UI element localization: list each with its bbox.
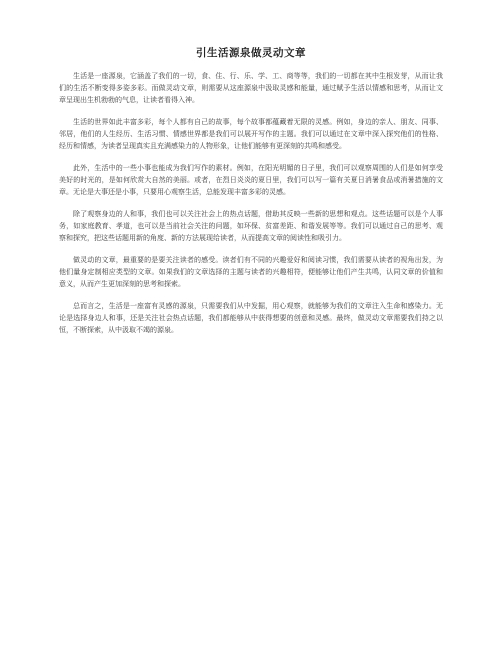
paragraph-1: 生活是一座源泉，它涵盖了我们的一切，食、住、行、乐、学、工、商等等，我们的一切都在其中生根发芽，从而让我们的生活不断变得多姿多彩。而做灵动文章，则需要从这座源泉中汲取灵感和能量，通过赋予生活以情感和思考，从而让文章呈现出生机勃勃的气息，让读者看得入神。 — [59, 72, 443, 104]
document-body — [59, 70, 443, 346]
paragraph-2: 生活的世界如此丰富多彩，每个人都有自己的故事，每个故事都蕴藏着无限的灵感。例如，身边的亲人、朋友、同事、邻居，他们的人生经历、生活习惯、情感世界都是我们可以展开写作的主题。我们可以通过在文章中深入探究他们的性格、经历和情感，为读者呈现真实且充满感染力的人物形象，让他们能够有更深刻的共鸣和感受。 — [59, 118, 443, 150]
paragraph-6: 总而言之，生活是一座富有灵感的源泉，只需要我们从中发掘，用心观察，就能够为我们的文章注入生命和感染力。无论是选择身边人和事，还是关注社会热点话题，我们都能够从中获得想要的创意和灵感。最终，做灵动文章需要我们持之以恒，不断探索，从中汲取不竭的源泉。 — [59, 302, 443, 334]
paragraph-4: 除了观察身边的人和事，我们也可以关注社会上的热点话题，借助其反映一些新的思想和观点。这些话题可以是个人事务，如家庭教育、孝道，也可以是当前社会关注的问题，如环保、贫富差距、和谐发展等等。我们可以通过自己的思考、观察和探究，把这些话题用新的角度、新的方法展现给读者，从而提高文章的阅读性和吸引力。 — [59, 210, 443, 242]
document-title: 引生活源泉做灵动文章 — [196, 47, 306, 59]
paragraph-5: 做灵动的文章，最重要的是要关注读者的感受。读者们有不同的兴趣爱好和阅读习惯，我们需要从读者的视角出发，为他们量身定制相应类型的文章。如果我们的文章选择的主题与读者的兴趣相符，便能够让他们产生共鸣，认同文章的价值和意义，从而产生更加深刻的思考和探索。 — [59, 256, 443, 288]
paragraph-3: 此外，生活中的一些小事也能成为我们写作的素材。例如，在阳光明媚的日子里，我们可以观察周围的人们是如何享受美好的时光的，是如何欣赏大自然的美丽。或者，在烈日炎炎的夏日里，我们可以写一篇有关夏日消暑食品或消暑措施的文章。无论是大事还是小事，只要用心观察生活，总能发现丰富多彩的灵感。 — [59, 164, 443, 196]
